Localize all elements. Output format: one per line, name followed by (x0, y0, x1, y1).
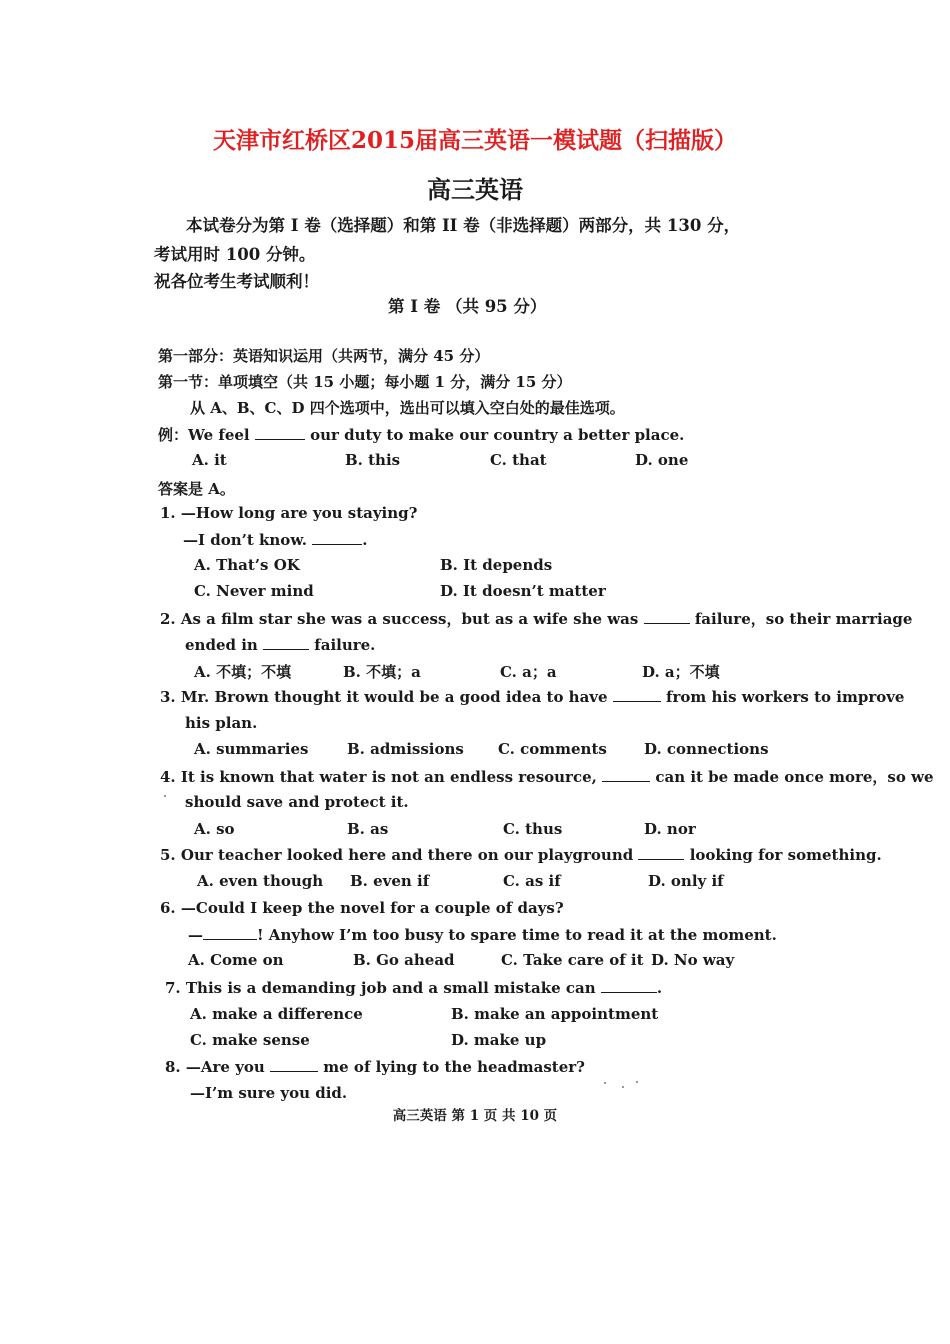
question-7-end: . (656, 979, 663, 997)
question-3-stem-start: 3. Mr. Brown thought it would be a good idea to have (160, 688, 608, 706)
question-1-end: . (362, 531, 368, 549)
scan-speck (622, 1086, 624, 1088)
question-2-line-2-end: failure. (314, 636, 376, 654)
question-6-line-1: 6. —Could I keep the novel for a couple of days? (160, 899, 564, 917)
document-title: 天津市红桥区2015届高三英语一模试题（扫描版） (212, 127, 737, 154)
question-2-line-1 (160, 608, 912, 629)
volume-heading: 第 I 卷 （共 95 分） (388, 297, 547, 316)
question-6-reply: ! Anyhow I’m too busy to spare time to read it at the moment. (257, 926, 777, 944)
question-7-option-d: D. make up (451, 1031, 547, 1049)
question-1-line-2 (183, 530, 367, 549)
question-3-option-d: D. connections (644, 740, 769, 758)
question-3-option-a: A. summaries (194, 740, 309, 758)
question-1-reply: —I don’t know. (183, 531, 307, 549)
intro-line-2: 考试用时 100 分钟。 (154, 245, 316, 264)
answer-blank (270, 1057, 318, 1072)
question-4-option-c: C. thus (503, 820, 563, 838)
page-footer: 高三英语 第 1 页 共 10 页 (392, 1108, 558, 1124)
question-5-option-c: C. as if (503, 872, 561, 890)
answer-blank (263, 635, 309, 650)
question-6-option-a: A. Come on (188, 951, 284, 969)
answer-blank (255, 425, 305, 440)
answer-blank (203, 925, 257, 940)
answer-blank (644, 609, 690, 624)
question-6-option-c: C. Take care of it (501, 951, 644, 969)
answer-blank (312, 530, 362, 545)
question-8-stem-end: me of lying to the headmaster? (323, 1058, 585, 1076)
question-8-line-1 (165, 1057, 585, 1076)
question-1-option-d: D. It doesn’t matter (440, 582, 606, 600)
scan-speck (164, 795, 166, 797)
scan-speck (636, 1081, 638, 1083)
question-6-option-b: B. Go ahead (353, 951, 455, 969)
example-option-d: D. one (635, 451, 689, 469)
question-5-stem-end: looking for something. (689, 846, 882, 864)
answer-blank (601, 978, 657, 993)
question-4-stem-start: 4. It is known that water is not an endless resource, (160, 768, 597, 786)
question-7-stem: 7. This is a demanding job and a small mistake can (165, 979, 596, 997)
question-2-line-2-start: ended in (185, 636, 258, 654)
question-2-stem-end: failure，so their marriage (694, 610, 913, 628)
question-2-option-d: D. a；不填 (642, 663, 720, 681)
question-1-option-b: B. It depends (440, 556, 553, 574)
part-heading: 第一部分：英语知识运用（共两节，满分 45 分） (158, 347, 490, 365)
instruction-text: 从 A、B、C、D 四个选项中，选出可以填入空白处的最佳选项。 (190, 399, 625, 417)
question-4-option-b: B. as (347, 820, 389, 838)
question-7-option-c: C. make sense (190, 1031, 310, 1049)
answer-blank (602, 767, 650, 782)
question-2-option-c: C. a；a (500, 663, 557, 681)
answer-blank (613, 687, 661, 702)
question-2-option-a: A. 不填；不填 (194, 663, 292, 681)
question-2-line-2 (185, 635, 375, 654)
intro-line-1: 本试卷分为第 I 卷（选择题）和第 II 卷（非选择题）两部分，共 130 分， (186, 216, 741, 235)
intro-line-3: 祝各位考生考试顺利！ (154, 272, 319, 291)
question-4-line-1 (160, 766, 934, 787)
question-6-line-2 (188, 925, 777, 944)
question-7-line-1 (165, 978, 662, 997)
question-3-option-c: C. comments (498, 740, 607, 758)
question-8-line-2: —I’m sure you did. (190, 1084, 348, 1102)
question-8-stem-start: 8. —Are you (165, 1058, 265, 1076)
question-6-option-d: D. No way (651, 951, 735, 969)
question-7-option-b: B. make an appointment (451, 1005, 659, 1023)
question-3-line-1 (160, 687, 904, 706)
question-2-stem-start: 2. As a film star she was a success，but as a wife she was (160, 610, 639, 628)
question-4-stem-end: can it be made once more，so we (655, 768, 934, 786)
answer-blank (638, 845, 684, 860)
example-stem (158, 424, 684, 445)
question-3-line-2: his plan. (185, 714, 258, 732)
question-2-option-b: B. 不填；a (343, 663, 421, 681)
example-answer: 答案是 A。 (158, 480, 235, 498)
example-stem-end: our duty to make our country a better place. (310, 426, 685, 444)
question-6-dash: — (188, 926, 203, 944)
question-3-option-b: B. admissions (347, 740, 464, 758)
question-1-line-1: 1. —How long are you staying? (160, 504, 418, 522)
scan-speck (604, 1082, 606, 1084)
question-5-option-b: B. even if (350, 872, 430, 890)
question-7-option-a: A. make a difference (190, 1005, 363, 1023)
example-stem-start: 例：We feel (158, 426, 250, 444)
subject-heading: 高三英语 (427, 175, 523, 204)
question-5-option-d: D. only if (648, 872, 724, 890)
question-5-option-a: A. even though (197, 872, 324, 890)
section-heading: 第一节：单项填空（共 15 小题；每小题 1 分，满分 15 分） (158, 373, 572, 391)
question-4-line-2: should save and protect it. (185, 793, 409, 811)
question-4-option-d: D. nor (644, 820, 696, 838)
question-4-option-a: A. so (194, 820, 235, 838)
question-1-option-a: A. That’s OK (194, 556, 300, 574)
question-1-option-c: C. Never mind (194, 582, 314, 600)
question-5-stem-start: 5. Our teacher looked here and there on our playground (160, 846, 634, 864)
example-option-c: C. that (490, 451, 547, 469)
question-3-stem-end: from his workers to improve (666, 688, 905, 706)
question-5-line-1 (160, 845, 882, 864)
example-option-b: B. this (345, 451, 401, 469)
example-option-a: A. it (192, 451, 227, 469)
